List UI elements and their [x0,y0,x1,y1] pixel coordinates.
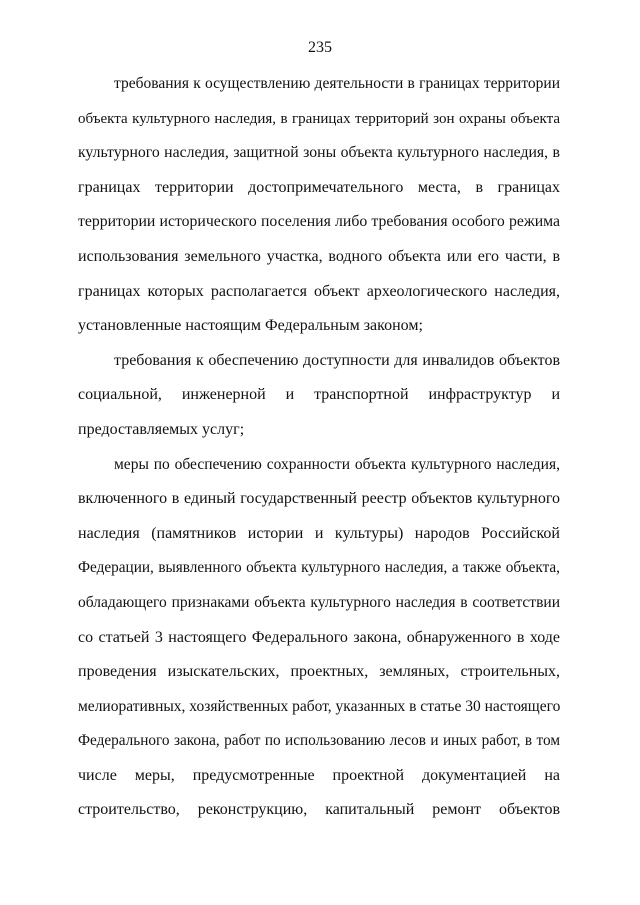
text-line: Федерального закона, работ по использованию лесов и иных работ, в том [78,732,560,750]
text-line: культурного наследия, защитной зоны объекта культурного наследия, в [78,144,560,162]
text-line: проведения изыскательских, проектных, земляных, строительных, [78,663,560,681]
text-line: требования к обеспечению доступности для инвалидов объектов [114,351,560,369]
page-number: 235 [308,39,332,56]
text-line: границах территории достопримечательного места, в границах [78,178,560,196]
text-line: Федерации, выявленного объекта культурного наследия, а также объекта, [78,559,560,577]
document-body [78,67,560,828]
text-line: требования к осуществлению деятельности в границах территории [114,75,560,92]
text-line: предоставляемых услуг; [78,420,245,438]
text-line: территории исторического поселения либо требования особого режима [78,213,560,231]
text-line: установленные настоящим Федеральным законом; [78,317,423,335]
text-line: меры по обеспечению сохранности объекта культурного наследия, [114,455,560,473]
paragraph-accessibility-requirements [78,344,560,448]
paragraph-heritage-requirements [78,67,560,344]
text-line: со статьей 3 настоящего Федерального закона, обнаруженного в ходе [78,628,560,646]
text-line: числе меры, предусмотренные проектной документацией на [78,766,560,784]
paragraph-preservation-measures [78,448,560,829]
text-line: границах которых располагается объект археологического наследия, [78,282,560,300]
text-line: объекта культурного наследия, в границах территорий зон охраны объекта [78,110,560,127]
text-line: наследия (памятников истории и культуры) народов Российской [78,524,560,542]
text-line: обладающего признаками объекта культурного наследия в соответствии [78,593,560,611]
text-line: социальной, инженерной и транспортной инфраструктур и [78,386,560,404]
text-line: строительство, реконструкцию, капитальный ремонт объектов [78,801,560,819]
text-line: включенного в единый государственный реестр объектов культурного [78,490,560,508]
text-line: использования земельного участка, водного объекта или его части, в [78,247,560,265]
text-line: мелиоративных, хозяйственных работ, указанных в статье 30 настоящего [78,697,561,715]
